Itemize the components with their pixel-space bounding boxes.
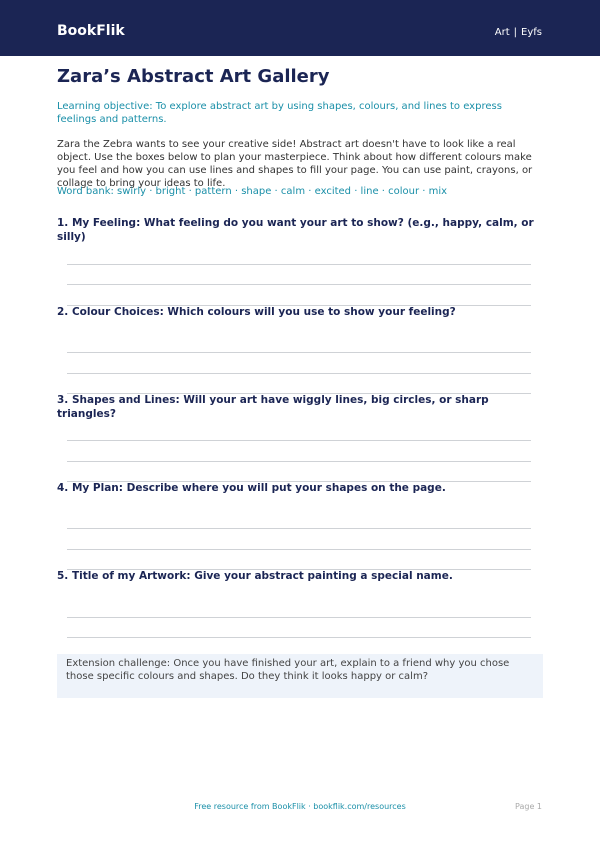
answer-line[interactable] (67, 352, 531, 353)
header-tags (495, 26, 542, 40)
answer-line[interactable] (67, 440, 531, 441)
learning-objective: Learning objective: To explore abstract art by using shapes, colours, and lines to express feelings and patterns. (57, 101, 502, 125)
page-number: Page 1 (515, 802, 542, 811)
intro-text: Zara the Zebra wants to see your creative side! Abstract art doesn't have to look like a real object. Use the boxes below to plan your masterpiece. Think about how different colours make you feel and how you can use lines and shapes to fill your page. You can use paint, crayons, or collage to bring your ideas to life. (57, 139, 533, 189)
question-2: 2. Colour Choices: Which colours will you use to show your feeling? (57, 306, 456, 318)
level-tag: Eyfs (521, 27, 542, 38)
extension-challenge-box (57, 654, 543, 698)
tag-separator: | (513, 27, 518, 38)
brand-logo[interactable]: BookFlik (57, 23, 125, 39)
extension-text: Extension challenge: Once you have finished your art, explain to a friend why you chose those specific colours and shapes. Do they think it looks happy or calm? (66, 658, 510, 682)
question-3: 3. Shapes and Lines: Will your art have wiggly lines, big circles, or sharp triangles? (57, 394, 489, 420)
answer-line[interactable] (67, 284, 531, 285)
page-title: Zara’s Abstract Art Gallery (57, 66, 330, 87)
subject-tag: Art (494, 27, 510, 38)
question-5: 5. Title of my Artwork: Give your abstract painting a special name. (57, 570, 453, 582)
word-bank: Word bank: swirly · bright · pattern · shape · calm · excited · line · colour · mix (57, 186, 448, 197)
header-bar (0, 0, 600, 56)
question-4: 4. My Plan: Describe where you will put your shapes on the page. (57, 482, 446, 494)
answer-line[interactable] (67, 637, 531, 638)
footer-text[interactable]: Free resource from BookFlik · bookflik.com/resources (194, 802, 406, 811)
answer-line[interactable] (67, 549, 531, 550)
answer-line[interactable] (67, 373, 531, 374)
question-1: 1. My Feeling: What feeling do you want your art to show? (e.g., happy, calm, or silly) (57, 217, 534, 243)
answer-line[interactable] (67, 528, 531, 529)
answer-line[interactable] (67, 264, 531, 265)
answer-line[interactable] (67, 617, 531, 618)
answer-line[interactable] (67, 461, 531, 462)
